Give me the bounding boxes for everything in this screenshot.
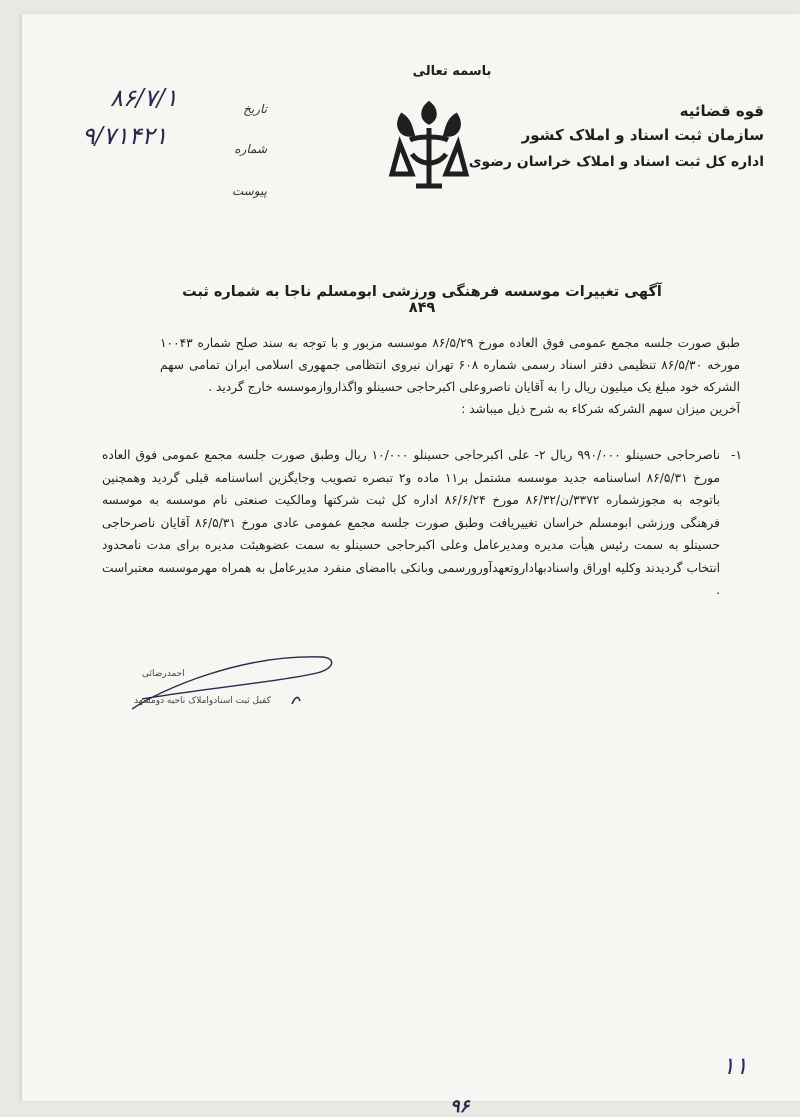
org-line-khorasan-office: اداره کل ثبت اسناد و املاک خراسان رضوی (468, 154, 764, 170)
body-shares-line: آخرین میزان سهم الشرکه شرکاء به شرح ذیل میباشد : (461, 402, 740, 416)
shares-list-item (102, 444, 742, 602)
notice-title: آگهی تغییرات موسسه فرهنگی ورزشی ابومسلم ناجا به شماره ثبت ۸۴۹ (182, 284, 662, 316)
basmala-heading: باسمه تعالی (412, 64, 492, 79)
body-paragraph: طبق صورت جلسه مجمع عمومی فوق العاده مورخ ۸۶/۵/۲۹ موسسه مزبور و با توجه به سند صلح شماره ۱۰۰۴۳ مورخه ۸۶/۵/۳۰ تنظیمی دفتر اسناد رسمی شماره ۶۰۸ تهران نیروی انتظامی جمهوری اسلامی ایران تمامی سهم الشرکه خود مبلغ یک میلیون ریال را به آقایان ناصروعلی اکبرحاجی حسینلو واگذاروازموسسه خارج گردید . (160, 336, 740, 394)
signatory-title: کفیل ثبت اسنادواملاک ناحیه دومشهد (134, 696, 271, 706)
letter-meta-block (82, 84, 267, 214)
page-number: ۱۱ (722, 1052, 748, 1080)
signature-block (122, 649, 362, 719)
date-value: ۸۶/۷/۱ (110, 84, 178, 112)
organization-heading (464, 102, 764, 170)
signature-scribble (122, 649, 362, 719)
judiciary-emblem-icon (382, 96, 477, 196)
item-text: ناصرحاجی حسینلو ۹۹۰/۰۰۰ ریال ۲- علی اکبرحاجی حسینلو ۱۰/۰۰۰ ریال وطبق صورت جلسه مجمع عمومی فوق العاده مورخ ۸۶/۵/۳۱ اساسنامه جدید موسسه مشتمل بر۱۱ ماده و۲ تبصره تصویب وجایگزین اساسنامه قبلی گردید وهمچنین باتوجه به مجوزشماره ۳۳۷۲/ن/۸۶/۳۲ مورخ ۸۶/۶/۲۴ اداره کل ثبت شرکتها ومالکیت صنعتی نام موسسه به موسسه فرهنگی ورزشی ابومسلم خراسان تغییریافت وطبق صورت جلسه مجمع عمومی عادی مورخ ۸۶/۵/۳۱ آقایان ناصرحاجی حسینلو به سمت رئیس هیأت مدیره ومدیرعامل وعلی اکبرحاجی حسینلو به سمت عضوهیئت مدیره برای مدت نامحدود انتخاب گردیدند وکلیه اوراق واسنادبهاداروتعهدآورورسمی وبانکی باامضای منفرد مدیرعامل به همراه مهرموسسه معتبراست . (102, 448, 721, 597)
document-page (22, 14, 800, 1117)
number-label: شماره (234, 142, 267, 156)
org-line-judiciary: قوه قضائیه (679, 102, 764, 120)
number-value: ۹/۷۱۴۲۱ (82, 122, 168, 150)
date-label: تاریخ (243, 102, 267, 116)
org-line-registration-org: سازمان ثبت اسناد و املاک کشور (521, 126, 764, 144)
notice-body (160, 332, 740, 420)
attachment-label: پیوست (232, 184, 267, 198)
bottom-handwritten-mark: ۹۶ (450, 1096, 470, 1117)
signatory-name: احمدرضائی (142, 669, 185, 679)
item-number: ۱- (731, 448, 742, 462)
